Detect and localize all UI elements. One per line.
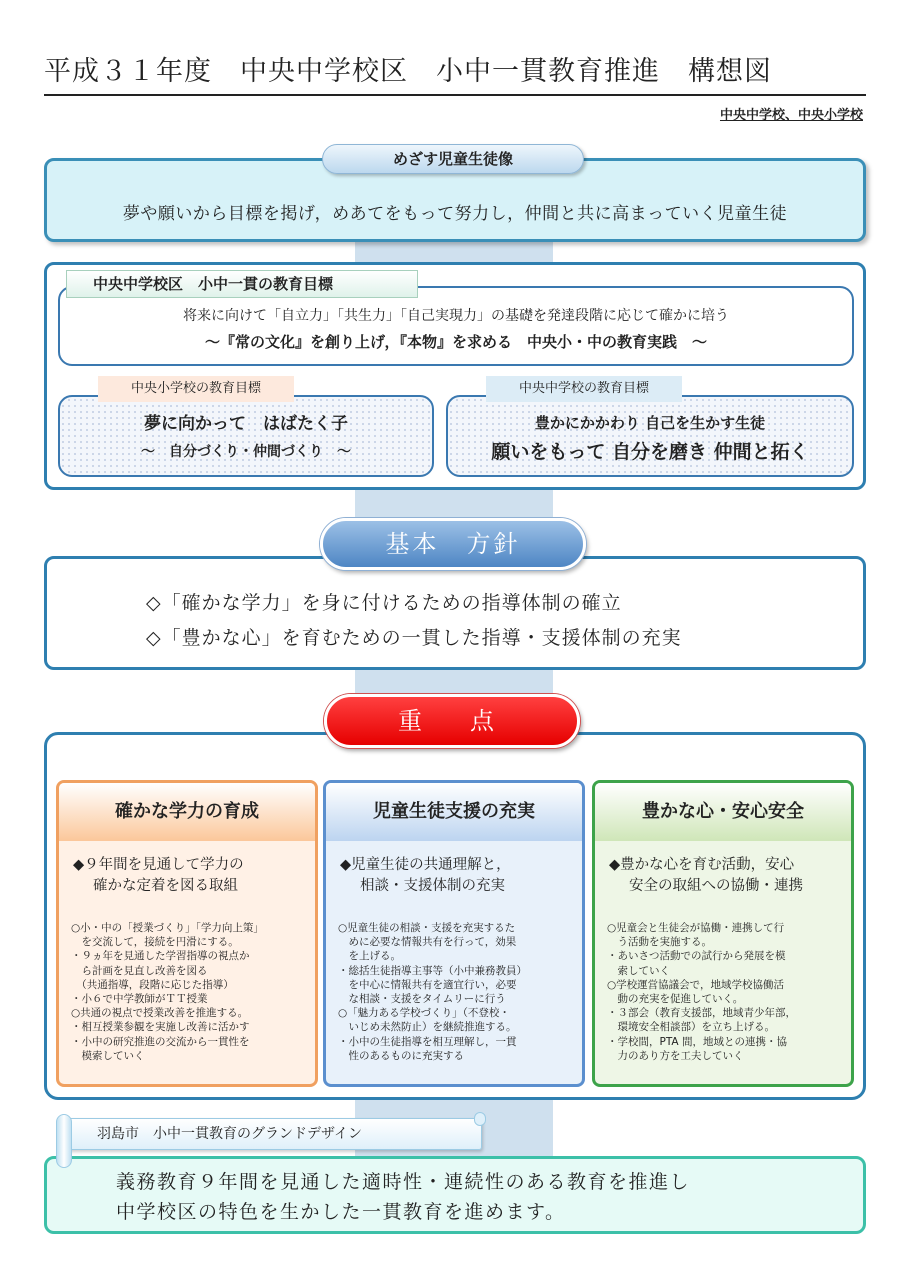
list-item: を上げる。 xyxy=(338,950,401,963)
list-item: ○児童生徒の相談・支援を充実するた xyxy=(338,922,516,934)
focus-column-items xyxy=(326,915,582,1063)
scroll-curl-icon xyxy=(56,1114,72,1168)
focus-column-main xyxy=(326,841,582,915)
list-item: ○児童会と生徒会が協働・連携して行 xyxy=(607,922,785,934)
grand-design-line2: 中学校区の特色を生かした一貫教育を進めます。 xyxy=(116,1201,566,1223)
elementary-goal-box xyxy=(58,395,434,477)
scroll-curl-icon xyxy=(474,1112,486,1126)
list-item: ら計画を見直し改善を図る xyxy=(71,964,208,977)
school-names: 中央中学校、中央小学校 xyxy=(719,108,863,123)
focus-column-academic xyxy=(56,780,318,1087)
policy-item: ◇「確かな学力」を身に付けるための指導体制の確立 xyxy=(146,592,622,614)
junior-high-goal-box xyxy=(446,395,854,477)
list-item: いじめ未然防止）を継続推進する。 xyxy=(338,1021,517,1034)
list-item: ・小中の生徒指導を相互理解し，一貫 xyxy=(338,1035,517,1048)
page-title: 平成３１年度 中央中学校区 小中一貫教育推進 構想図 xyxy=(44,54,866,96)
grand-design-line1: 義務教育９年間を見通した適時性・連続性のある教育を推進し xyxy=(116,1171,691,1193)
list-item: ○小・中の「授業づくり」「学力向上策」 xyxy=(71,922,264,934)
junior-high-goal-line2: 願いをもって 自分を磨き 仲間と拓く xyxy=(491,441,809,463)
list-item: 力のあり方を工夫していく xyxy=(607,1049,744,1062)
focus-column-title: 確かな学力の育成 xyxy=(59,783,315,841)
list-item: （共通指導，段階に応じた指導） xyxy=(71,978,234,991)
elementary-goal-line2: ～ 自分づくり・仲間づくり ～ xyxy=(141,444,351,460)
list-item: う活動を実施する。 xyxy=(607,936,712,949)
vision-text: 夢や願いから目標を掲げ，めあてをもって努力し，仲間と共に高まっていく児童生徒 xyxy=(122,204,788,224)
list-item: 索していく xyxy=(607,964,670,977)
list-item: ・学校間，PTA 間，地域との連携・協 xyxy=(607,1035,787,1048)
list-item: ・小６で中学教師がＴＴ授業 xyxy=(71,993,208,1006)
list-item: ・３部会（教育支援部，地域青少年部， xyxy=(607,1007,796,1020)
focus-column-title: 豊かな心・安心安全 xyxy=(595,783,851,841)
joint-goal-label: 中央中学校区 小中一貫の教育目標 xyxy=(66,270,418,298)
elementary-goal-label: 中央小学校の教育目標 xyxy=(98,376,294,402)
list-item: 環境安全相談部）を立ち上げる。 xyxy=(607,1021,775,1034)
list-item: 動の充実を促進していく。 xyxy=(607,993,744,1006)
vision-label: めざす児童生徒像 xyxy=(322,144,584,174)
list-item: を中心に情報共有を適宜行い，必要 xyxy=(338,978,517,991)
policy-item: ◇「豊かな心」を育むための一貫した指導・支援体制の充実 xyxy=(146,627,682,649)
main-line: 相談・支援体制の充実 xyxy=(360,878,505,894)
focus-column-main xyxy=(59,841,315,915)
list-item: ○「魅力ある学校づくり」（不登校・ xyxy=(338,1007,510,1020)
grand-design-label: 羽島市 小中一貫教育のグランドデザイン xyxy=(62,1118,482,1150)
list-item: ・小中の研究推進の交流から一貫性を xyxy=(71,1035,250,1048)
list-item: ・あいさつ活動での試行から発展を模 xyxy=(607,950,786,963)
junior-high-goal-label: 中央中学校の教育目標 xyxy=(486,376,682,402)
focus-column-main xyxy=(595,841,851,915)
list-item: ・９ヵ年を見通した学習指導の視点か xyxy=(71,950,250,963)
list-item: 模索していく xyxy=(71,1049,145,1062)
main-line: 安全の取組への協働・連携 xyxy=(629,878,803,894)
list-item: ・総括生徒指導主事等（小中兼務教員） xyxy=(338,964,527,977)
list-item: ○共通の視点で授業改善を推進する。 xyxy=(71,1007,249,1020)
list-item: ・相互授業参観を実施し改善に活かす xyxy=(71,1021,250,1034)
main-line: 確かな定着を図る取組 xyxy=(93,878,238,894)
focus-column-items xyxy=(595,915,851,1063)
list-item: な相談・支援をタイムリーに行う xyxy=(338,993,506,1006)
joint-goal-line1: 将来に向けて「自立力」「共生力」「自己実現力」の基礎を発達段階に応じて確かに培う xyxy=(183,308,729,324)
elementary-goal-line1: 夢に向かって はばたく子 xyxy=(144,414,348,434)
list-item: めに必要な情報共有を行って，効果 xyxy=(338,936,517,949)
focus-label: 重 点 xyxy=(324,694,580,748)
focus-column-support xyxy=(323,780,585,1087)
focus-column-title: 児童生徒支援の充実 xyxy=(326,783,582,841)
main-line: ◆豊かな心を育む活動，安心 xyxy=(609,857,795,873)
junior-high-goal-line1: 豊かにかかわり 自己を生かす生徒 xyxy=(534,414,766,432)
joint-goal-line2: ～『常の文化』を創り上げ，『本物』を求める 中央小・中の教育実践 ～ xyxy=(205,333,707,351)
focus-column-safety xyxy=(592,780,854,1087)
main-line: ◆９年間を見通して学力の xyxy=(73,857,244,873)
list-item: 性のあるものに充実する xyxy=(338,1049,464,1062)
main-line: ◆児童生徒の共通理解と， xyxy=(340,857,511,873)
policy-label: 基本 方針 xyxy=(320,518,586,570)
list-item: ○学校運営協議会で，地域学校協働活 xyxy=(607,978,784,991)
joint-goal-box xyxy=(58,286,854,366)
list-item: を交流して，接続を円滑にする。 xyxy=(71,936,239,949)
focus-column-items xyxy=(59,915,315,1063)
